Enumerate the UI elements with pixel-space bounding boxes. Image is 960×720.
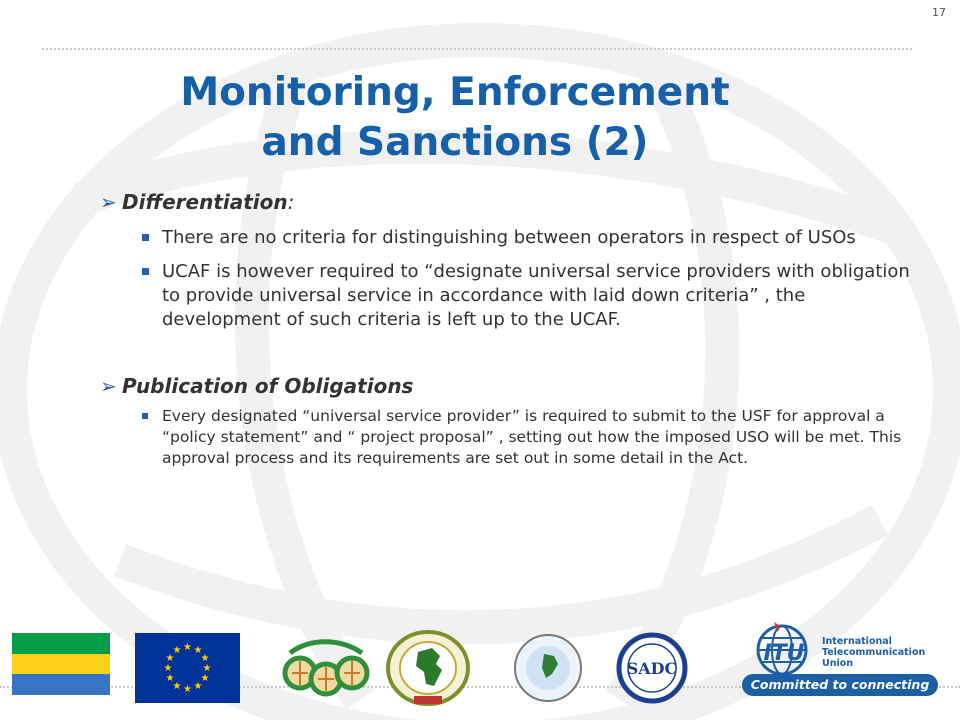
title-line-2: and Sanctions (2) [261,120,649,165]
bullet-text: Every designated “universal service provider” is required to submit to the USF for approval a “policy statement” and “ project proposal” , setting out how the imposed USO will be met. This approval process and its requirements are set out in some detail in the Act. [162,407,902,467]
svg-text:★: ★ [193,681,203,692]
bullet-text: UCAF is however required to “designate universal service providers with obligation to provide universal service in accordance with laid down criteria” , the development of such criteria is left up to the UCAF. [162,261,910,330]
svg-text:★: ★ [163,663,173,674]
page-number: 17 [932,6,946,19]
gabon-flag-logo [12,633,110,695]
svg-text:★: ★ [172,645,182,656]
slide-title [150,68,760,168]
sadc-logo [614,632,690,704]
top-divider [42,48,912,50]
svg-text:★: ★ [200,653,210,664]
bullet-text: There are no criteria for distinguishing between operators in respect of USOs [162,227,856,248]
svg-text:★: ★ [193,645,203,656]
heading-colon: : [287,190,295,214]
svg-text:SADC: SADC [626,659,678,678]
svg-text:★: ★ [183,684,192,695]
arrow-bullet-icon: ➢ [100,190,117,214]
itu-tagline: Committed to connecting the world [742,674,938,696]
itu-globe-logo [752,618,822,676]
african-union-emblem [384,630,472,708]
svg-text:★: ★ [172,681,182,692]
section-heading-publication [100,374,920,398]
eu-flag-logo [135,633,240,703]
svg-text:★: ★ [165,653,175,664]
section-heading-text: Differentiation [122,190,288,214]
list-item [140,406,920,469]
svg-text:★: ★ [183,642,192,653]
svg-text:★: ★ [202,663,212,674]
slide-body [100,190,920,469]
list-item [140,260,920,332]
arrow-bullet-icon: ➢ [100,374,117,398]
svg-text:★: ★ [200,673,210,684]
svg-text:★: ★ [165,673,175,684]
cap-logo [280,633,372,701]
section-heading-text: Publication of Obligations [122,374,414,398]
list-item [140,226,920,250]
square-bullet-icon [142,413,148,419]
itu-name: International Telecommunication Union [822,636,926,669]
itu-abbr: ITU [763,641,805,666]
crasa-logo [508,632,588,704]
square-bullet-icon [142,268,149,275]
title-line-1: Monitoring, Enforcement [180,70,730,115]
section-heading-differentiation [100,190,920,214]
square-bullet-icon [142,234,149,241]
